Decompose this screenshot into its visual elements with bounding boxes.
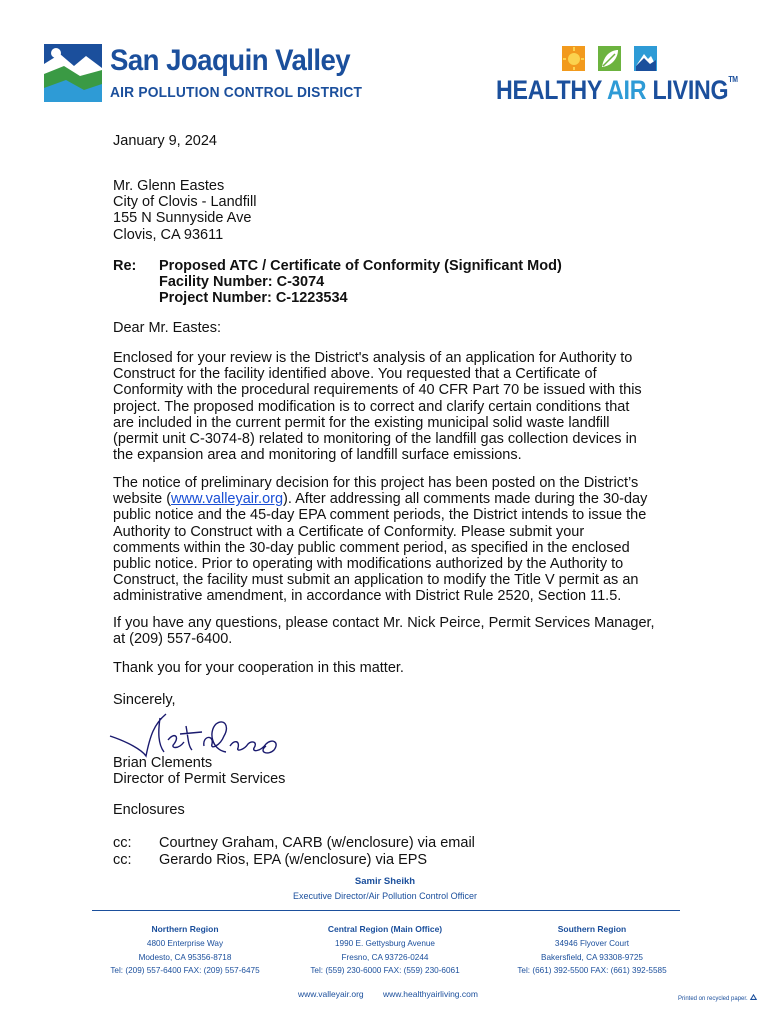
paragraph-2 bbox=[113, 475, 683, 605]
officer-name: Samir Sheikh bbox=[354, 876, 416, 887]
region-title: Southern Region bbox=[557, 924, 627, 934]
org-name: San Joaquin Valley bbox=[110, 44, 351, 77]
paragraph-1 bbox=[113, 350, 683, 463]
region-phone: Tel: (559) 230-6000 FAX: (559) 230-6061 bbox=[310, 966, 460, 976]
recipient-address bbox=[113, 178, 683, 243]
cc-recipient: Gerardo Rios, EPA (w/enclosure) via EPS bbox=[159, 852, 428, 868]
region-city: Fresno, CA 93726-0244 bbox=[341, 952, 429, 962]
org-subtitle: AIR POLLUTION CONTROL DISTRICT bbox=[110, 84, 363, 101]
paragraph-line: Enclosed for your review is the District's analysis of an application for Authority to bbox=[113, 350, 633, 366]
officer-title: Executive Director/Air Pollution Control Officer bbox=[293, 891, 477, 901]
paragraph-3 bbox=[113, 615, 683, 647]
paragraph-line: If you have any questions, please contact Mr. Nick Peirce, Permit Services Manager, bbox=[113, 615, 655, 631]
paragraph-line: are included in the current permit for the existing municipal solid waste landfill bbox=[113, 414, 610, 431]
central-region-block bbox=[300, 923, 470, 978]
paragraph-line: Authority to Construct with a Certificate of Conformity. Please submit your bbox=[113, 523, 585, 540]
letter-date: January 9, 2024 bbox=[113, 133, 217, 149]
mountain-tile-icon bbox=[634, 46, 657, 71]
re-project-number: Project Number: C-1223534 bbox=[159, 290, 348, 307]
paragraph-line: the expansion area and monitoring of landfill surface emissions. bbox=[113, 447, 522, 464]
footer-divider bbox=[92, 910, 680, 911]
district-logo bbox=[44, 44, 363, 106]
re-facility-number: Facility Number: C-3074 bbox=[159, 274, 325, 291]
valleyair-web-link[interactable]: www.valleyair.org bbox=[298, 989, 364, 999]
paragraph-line: Construct, the facility must submit an application to modify the Title V permit as an bbox=[113, 572, 639, 589]
thank-you-line: Thank you for your cooperation in this matter. bbox=[113, 660, 404, 676]
healthyairliving-web-link[interactable]: www.healthyairliving.com bbox=[383, 989, 478, 999]
re-label: Re: bbox=[113, 258, 137, 274]
healthy-air-living-wordmark: HEALTHY AIR LIVING™ bbox=[496, 75, 738, 105]
signer-title: Director of Permit Services bbox=[113, 771, 286, 787]
cc-recipient: Courtney Graham, CARB (w/enclosure) via email bbox=[159, 835, 475, 851]
signature-image bbox=[108, 706, 288, 762]
salutation: Dear Mr. Eastes: bbox=[113, 320, 221, 336]
recipient-name: Mr. Glenn Eastes bbox=[113, 178, 225, 194]
recipient-org: City of Clovis - Landfill bbox=[113, 194, 257, 211]
paragraph-line: public notice. Prior to operating with modifications authorized by the Authority to bbox=[113, 556, 624, 573]
re-subject-title: Proposed ATC / Certificate of Conformity (Significant Mod) bbox=[159, 258, 562, 274]
enclosures-label: Enclosures bbox=[113, 802, 185, 818]
region-street: 4800 Enterprise Way bbox=[146, 938, 224, 948]
recycle-icon bbox=[749, 994, 758, 1003]
paragraph-line: Conformity with the procedural requirements of 40 CFR Part 70 be issued with this bbox=[113, 382, 642, 399]
paragraph-line: Construct for the facility identified above. You requested that a Certificate of bbox=[113, 366, 597, 383]
sun-tile-icon bbox=[562, 46, 585, 71]
paragraph-line: project. The proposed modification is to correct and clarify certain conditions that bbox=[113, 398, 630, 415]
southern-region-block bbox=[512, 923, 672, 978]
region-title: Northern Region bbox=[151, 924, 219, 934]
region-phone: Tel: (209) 557-6400 FAX: (209) 557-6475 bbox=[110, 966, 260, 976]
region-title: Central Region (Main Office) bbox=[327, 924, 443, 934]
mountain-valley-icon bbox=[44, 44, 102, 102]
region-city: Modesto, CA 95356-8718 bbox=[138, 952, 232, 962]
closing: Sincerely, bbox=[113, 692, 176, 708]
region-city: Bakersfield, CA 93308-9725 bbox=[541, 952, 643, 962]
paragraph-line: The notice of preliminary decision for this project has been posted on the District’s bbox=[113, 475, 639, 491]
re-subject bbox=[159, 258, 679, 307]
paragraph-line: comments within the 30-day public comment period, as specified in the enclosed bbox=[113, 539, 630, 556]
cc-label: cc: bbox=[113, 852, 132, 868]
cc-label: cc: bbox=[113, 835, 132, 851]
region-street: 34946 Flyover Court bbox=[554, 938, 630, 948]
valleyair-link[interactable]: www.valleyair.org bbox=[171, 491, 284, 508]
region-street: 1990 E. Gettysburg Avenue bbox=[335, 938, 435, 948]
recipient-street: 155 N Sunnyside Ave bbox=[113, 210, 252, 227]
paragraph-line: at (209) 557-6400. bbox=[113, 631, 233, 648]
recycled-paper-note: Printed on recycled paper. bbox=[678, 994, 758, 1003]
paragraph-line: administrative amendment, in accordance with District Rule 2520, Section 11.5. bbox=[113, 588, 622, 605]
region-phone: Tel: (661) 392-5500 FAX: (661) 392-5585 bbox=[517, 966, 667, 976]
leaf-tile-icon bbox=[598, 46, 621, 71]
paragraph-line: (permit unit C-3074-8) related to monitoring of the landfill gas collection devices in bbox=[113, 431, 637, 448]
recipient-city: Clovis, CA 93611 bbox=[113, 226, 224, 243]
northern-region-block bbox=[110, 923, 260, 978]
signer-name: Brian Clements bbox=[113, 755, 213, 771]
healthy-air-living-logo bbox=[496, 42, 736, 104]
paragraph-line: public notice and the 45-day EPA comment periods, the District intends to issue the bbox=[113, 507, 647, 524]
paragraph-line: website (www.valleyair.org). After addressing all comments made during the 30-day bbox=[113, 491, 648, 508]
